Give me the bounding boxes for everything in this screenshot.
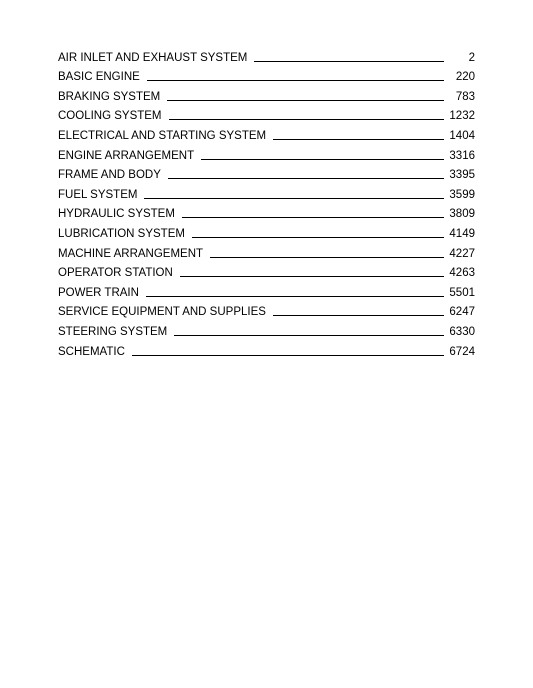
toc-leader-line (132, 355, 444, 356)
toc-entry-page: 4227 (449, 247, 475, 260)
toc-entry-title: BASIC ENGINE (58, 71, 140, 84)
toc-entry-title: OPERATOR STATION (58, 267, 173, 280)
toc-entry[interactable] (58, 339, 475, 359)
toc-entry-title: ELECTRICAL AND STARTING SYSTEM (58, 129, 267, 142)
toc-leader-line (182, 217, 444, 218)
toc-entry[interactable] (58, 300, 475, 320)
toc-entry-title: AIR INLET AND EXHAUST SYSTEM (58, 51, 248, 64)
toc-entry[interactable] (58, 319, 475, 339)
toc-entry-page: 1404 (449, 129, 475, 142)
toc-entry-page: 5501 (449, 286, 475, 299)
toc-leader-line (146, 296, 444, 297)
toc-entry-page: 6247 (449, 306, 475, 319)
toc-entry[interactable] (58, 241, 475, 261)
toc-entry-page: 220 (455, 71, 475, 84)
toc-entry-page: 4149 (449, 227, 475, 240)
toc-leader-line (180, 276, 444, 277)
toc-entry-page: 3316 (449, 149, 475, 162)
toc-entry-page: 6330 (449, 325, 475, 338)
toc-entry-title: STEERING SYSTEM (58, 325, 168, 338)
toc-leader-line (167, 100, 444, 101)
toc-entry-title: BRAKING SYSTEM (58, 90, 161, 103)
toc-leader-line (210, 257, 444, 258)
toc-leader-line (174, 335, 444, 336)
toc-entry-page: 1232 (449, 110, 475, 123)
toc-entry-page: 3395 (449, 169, 475, 182)
toc-entry-page: 4263 (449, 267, 475, 280)
toc-entry[interactable] (58, 84, 475, 104)
toc-leader-line (273, 139, 444, 140)
toc-entry-page: 2 (468, 51, 475, 64)
toc-leader-line (169, 119, 444, 120)
toc-entry-page: 783 (455, 90, 475, 103)
toc-entry-title: COOLING SYSTEM (58, 110, 162, 123)
toc-entry[interactable] (58, 163, 475, 183)
toc-entry[interactable] (58, 261, 475, 281)
toc-entry[interactable] (58, 280, 475, 300)
table-of-contents (58, 45, 475, 359)
toc-entry-page: 3599 (449, 188, 475, 201)
toc-entry[interactable] (58, 65, 475, 85)
toc-entry[interactable] (58, 221, 475, 241)
toc-leader-line (168, 178, 444, 179)
toc-entry-title: LUBRICATION SYSTEM (58, 227, 185, 240)
toc-entry-title: HYDRAULIC SYSTEM (58, 208, 175, 221)
toc-entry[interactable] (58, 202, 475, 222)
toc-entry-title: MACHINE ARRANGEMENT (58, 247, 204, 260)
toc-leader-line (254, 61, 444, 62)
toc-entry-title: FUEL SYSTEM (58, 188, 138, 201)
toc-entry-title: SCHEMATIC (58, 345, 125, 358)
toc-entry[interactable] (58, 45, 475, 65)
toc-entry-title: FRAME AND BODY (58, 169, 161, 182)
toc-entry-page: 6724 (449, 345, 475, 358)
toc-entry[interactable] (58, 182, 475, 202)
toc-entry[interactable] (58, 143, 475, 163)
toc-entry[interactable] (58, 104, 475, 124)
toc-leader-line (144, 198, 444, 199)
toc-leader-line (147, 80, 444, 81)
toc-leader-line (201, 159, 444, 160)
toc-entry-title: SERVICE EQUIPMENT AND SUPPLIES (58, 306, 266, 319)
toc-entry-title: ENGINE ARRANGEMENT (58, 149, 195, 162)
toc-entry-page: 3809 (449, 208, 475, 221)
toc-leader-line (273, 315, 444, 316)
toc-entry[interactable] (58, 123, 475, 143)
toc-entry-title: POWER TRAIN (58, 286, 139, 299)
toc-leader-line (192, 237, 444, 238)
